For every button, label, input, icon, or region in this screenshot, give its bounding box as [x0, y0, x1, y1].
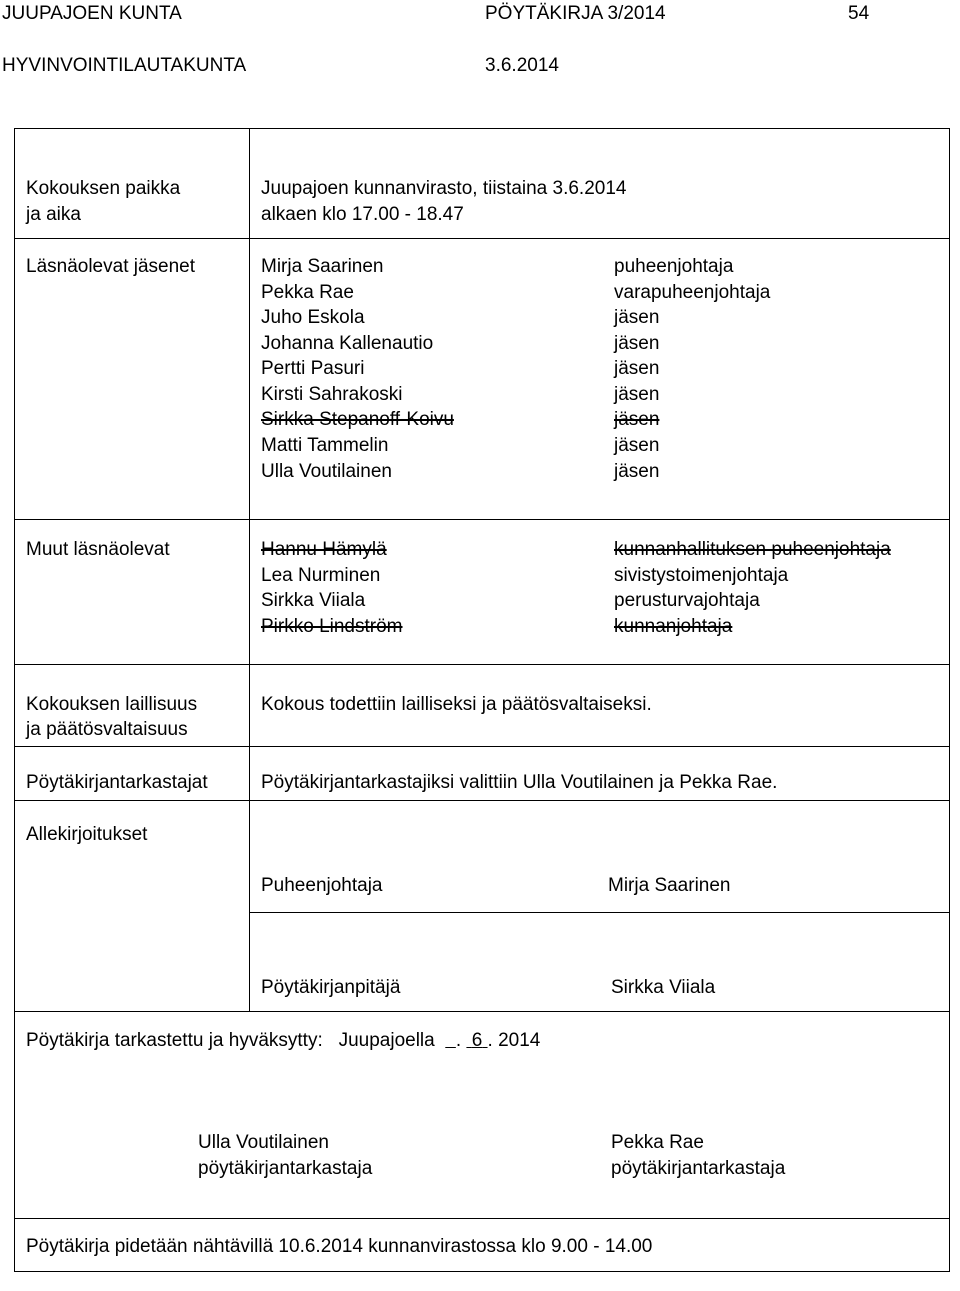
approval-text [26, 1030, 540, 1052]
approval-month [466, 1030, 487, 1051]
other-role: sivistystoimenjohtaja [614, 565, 789, 586]
frame-bottom [14, 1271, 950, 1272]
meeting-time: alkaen klo 17.00 - 18.47 [261, 204, 464, 225]
document-title: PÖYTÄKIRJA 3/2014 [485, 3, 666, 24]
member-role: puheenjohtaja [614, 256, 734, 277]
document-date: 3.6.2014 [485, 55, 559, 76]
divider-others [14, 664, 950, 665]
approval-year: 2014 [498, 1030, 541, 1051]
meeting-label-1: Kokouksen paikka [26, 178, 181, 199]
member-name: Johanna Kallenautio [261, 333, 434, 354]
approval-month-value: 6 [471, 1030, 483, 1051]
divider-chair [249, 912, 950, 913]
checker-name: Pekka Rae [611, 1132, 704, 1153]
others-label: Muut läsnäolevat [26, 539, 170, 560]
approval-separator: . [487, 1030, 493, 1051]
municipality-name: JUUPAJOEN KUNTA [2, 3, 182, 24]
frame-left [14, 128, 15, 1272]
page-number: 54 [848, 3, 870, 24]
divider-meeting [14, 238, 950, 239]
member-role-struck: jäsen [614, 409, 660, 430]
member-name: Ulla Voutilainen [261, 461, 392, 482]
divider-inspectors [14, 800, 950, 801]
frame-top [14, 128, 950, 129]
other-role-struck: kunnanjohtaja [614, 616, 733, 637]
checker-title: pöytäkirjantarkastaja [198, 1158, 373, 1179]
other-name: Lea Nurminen [261, 565, 381, 586]
secretary-name: Sirkka Viiala [611, 977, 716, 998]
checker-name: Ulla Voutilainen [198, 1132, 329, 1153]
member-role: jäsen [614, 435, 660, 456]
present-label: Läsnäolevat jäsenet [26, 256, 196, 277]
other-name-struck: Pirkko Lindström [261, 616, 403, 637]
meeting-place: Juupajoen kunnanvirasto, tiistaina 3.6.2014 [261, 178, 627, 199]
member-name: Mirja Saarinen [261, 256, 384, 277]
member-role: jäsen [614, 358, 660, 379]
divider-secretary [14, 1011, 950, 1012]
other-name-struck: Hannu Hämylä [261, 539, 387, 560]
divider-present [14, 519, 950, 520]
member-role: jäsen [614, 384, 660, 405]
member-role: jäsen [614, 461, 660, 482]
column-divider [249, 128, 250, 1012]
legality-text: Kokous todettiin lailliseksi ja päätösvaltaiseksi. [261, 694, 652, 715]
member-name: Matti Tammelin [261, 435, 389, 456]
member-name: Pertti Pasuri [261, 358, 365, 379]
other-role: perusturvajohtaja [614, 590, 760, 611]
other-role-struck: kunnanhallituksen puheenjohtaja [614, 539, 891, 560]
divider-legality [14, 746, 950, 747]
approval-day-blank [445, 1030, 456, 1051]
approval-place: Juupajoella [338, 1030, 435, 1051]
approval-separator: . [455, 1030, 462, 1051]
chair-name: Mirja Saarinen [608, 875, 731, 896]
legality-label-1: Kokouksen laillisuus [26, 694, 198, 715]
legality-label-2: ja päätösvaltaisuus [26, 719, 188, 740]
signatures-label: Allekirjoitukset [26, 824, 148, 845]
member-name: Juho Eskola [261, 307, 365, 328]
display-notice: Pöytäkirja pidetään nähtävillä 10.6.2014 kunnanvirastossa klo 9.00 - 14.00 [26, 1236, 653, 1257]
secretary-role: Pöytäkirjanpitäjä [261, 977, 401, 998]
divider-display [14, 1218, 950, 1219]
other-name: Sirkka Viiala [261, 590, 366, 611]
inspectors-text: Pöytäkirjantarkastajiksi valittiin Ulla Voutilainen ja Pekka Rae. [261, 772, 778, 793]
member-name: Pekka Rae [261, 282, 354, 303]
chair-role: Puheenjohtaja [261, 875, 383, 896]
member-name-struck: Sirkka Stepanoff-Koivu [261, 409, 454, 430]
member-role: jäsen [614, 307, 660, 328]
inspectors-label: Pöytäkirjantarkastajat [26, 772, 208, 793]
member-role: jäsen [614, 333, 660, 354]
approval-statement: Pöytäkirja tarkastettu ja hyväksytty: [26, 1030, 323, 1051]
checker-title: pöytäkirjantarkastaja [611, 1158, 786, 1179]
frame-right [949, 128, 950, 1272]
member-name: Kirsti Sahrakoski [261, 384, 403, 405]
member-role: varapuheenjohtaja [614, 282, 771, 303]
meeting-label-2: ja aika [26, 204, 81, 225]
board-name: HYVINVOINTILAUTAKUNTA [2, 55, 247, 76]
